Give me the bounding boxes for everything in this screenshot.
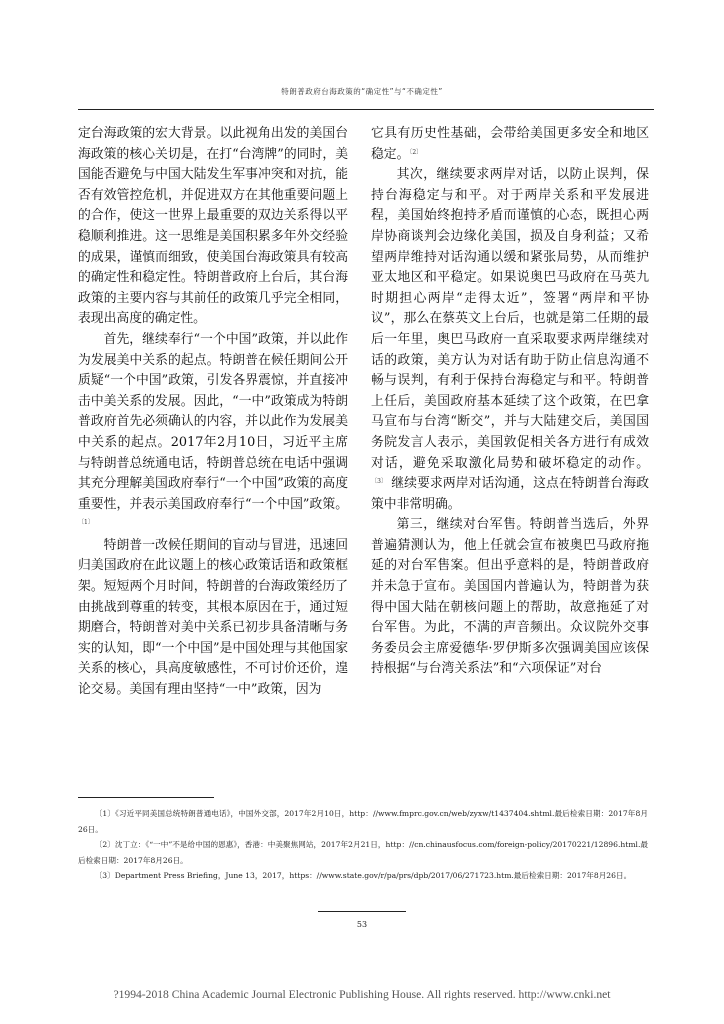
paragraph (78, 124, 348, 330)
header-rule (78, 109, 654, 110)
right-column (371, 124, 649, 680)
copyright-line: ?1994-2018 China Academic Journal Electronic Publishing House. All rights reserved. http://www.cnki.net (113, 988, 611, 1001)
paragraph-text: 它具有历史性基础，会带给美国更多安全和地区稳定。 (371, 126, 649, 162)
footnote-rule (78, 797, 214, 798)
paragraph-text: 定台海政策的宏大背景。以此视角出发的美国台海政策的核心关切是，在打“台湾牌”的同时，美国能否避免与中国大陆发生军事冲突和对抗，能否有效管控危机，并促进双方在其他重要问题上的合作，使这一世界上最重要的双边关系得以平稳顺利推进。这一思维是美国积累多年外交经验的成果，谨慎而细致，使美国台海政策具有较高的确定性和稳定性。特朗普政府上台后，其台海政策的主要内容与其前任的政策几乎完全相同，表现出高度的确定性。 (78, 126, 348, 327)
running-header: 特朗普政府台海政策的“确定性”与“不确定性” (281, 87, 443, 96)
footnote-ref[interactable]: 〔3〕 (371, 478, 388, 486)
paragraph-text: 首先，继续奉行“一个中国”政策，并以此作为发展美中关系的起点。特朗普在候任期间公开质疑“一个中国”政策，引发各界震惊，并直接冲击中美关系的发展。因此，“一中”政策成为特朗普政府首先必须确认的内容，并以此作为发展美中关系的起点。2017年2月10日，习近平主席与特朗普总统通电话，特朗普总统在电话中强调其充分理解美国政府奉行“一个中国”政策的高度重要性，并表示美国政府奉行“一个中国”政策。 (78, 331, 348, 512)
footnote: 〔3〕Department Press Briefing，June 13，2017，https：//www.state.gov/r/pa/prs/dpb/2017/06/271723.htm.最后检索日期：2017年8月26日。 (94, 871, 632, 881)
paragraph (371, 165, 649, 515)
page-number: 53 (356, 920, 368, 929)
paragraph (371, 124, 649, 165)
paragraph (78, 536, 348, 701)
paragraph (371, 515, 649, 680)
left-column (78, 124, 348, 701)
footnote-ref[interactable]: 〔1〕 (78, 519, 94, 527)
paragraph-text: 继续要求两岸对话沟通，这点在特朗普台海政策中非常明确。 (371, 476, 649, 512)
footnotes (78, 806, 648, 884)
footnote: 〔1〕《习近平同美国总统特朗普通电话》，中国外交部，2017年2月10日，http：//www.fmprc.gov.cn/web/zyxw/t1437404.shtml.最后检索日期：2017年8月26日。 (78, 809, 648, 834)
paragraph-text: 其次，继续要求两岸对话，以防止误判，保持台海稳定与和平。对于两岸关系和平发展进程，美国始终抱持矛盾而谨慎的心态，既担心两岸协商谈判会边缘化美国，损及自身利益；又希望两岸维持对话沟通以缓和紧张局势，从而维护亚太地区和平稳定。如果说奥巴马政府在马英九时期担心两岸“走得太近”，签署“两岸和平协议”，那么在蔡英文上台后，也就是第二任期的最后一年里，奥巴马政府一直采取要求两岸继续对话的政策，美方认为对话有助于防止信息沟通不畅与误判，有利于保持台海稳定与和平。特朗普上任后，美国政府基本延续了这个政策，在巴拿马宣布与台湾“断交”，并与大陆建交后，美国国务院发言人表示，美国敦促相关各方进行有成效对话，避免采取激化局势和破坏稳定的动作。 (371, 167, 649, 471)
paragraph-text: 第三，继续对台军售。特朗普当选后，外界普遍猜测认为，他上任就会宣布被奥巴马政府拖延的对台军售案。但出乎意料的是，特朗普政府并未急于宣布。美国国内普遍认为，特朗普为获得中国大陆在朝核问题上的帮助，故意拖延了对台军售。为此，不满的声音频出。众议院外交事务委员会主席爱德华·罗伊斯多次强调美国应该保持根据“与台湾关系法”和“六项保证”对台 (371, 517, 649, 677)
paragraph (78, 330, 348, 536)
page-number-rule (318, 911, 406, 912)
paragraph-text: 特朗普一改候任期间的盲动与冒进，迅速回归美国政府在此议题上的核心政策话语和政策框架。短短两个月时间，特朗普的台海政策经历了由挑战到尊重的转变，其根本原因在于，通过短期磨合，特朗普对美中关系已初步具备清晰与务实的认知，即“一个中国”是中国处理与其他国家关系的核心，具高度敏感性，不可讨价还价，遑论交易。美国有理由坚持“一中”政策，因为 (78, 537, 348, 698)
footnote-ref[interactable]: 〔2〕 (409, 148, 423, 156)
footnote: 〔2〕沈丁立：《“一中”不是给中国的恩惠》，香港：中美聚焦网站，2017年2月21日，http：//cn.chinausfocus.com/foreign-policy/20170221/12896.html.最后检索日期：2017年8月26日。 (78, 840, 648, 865)
